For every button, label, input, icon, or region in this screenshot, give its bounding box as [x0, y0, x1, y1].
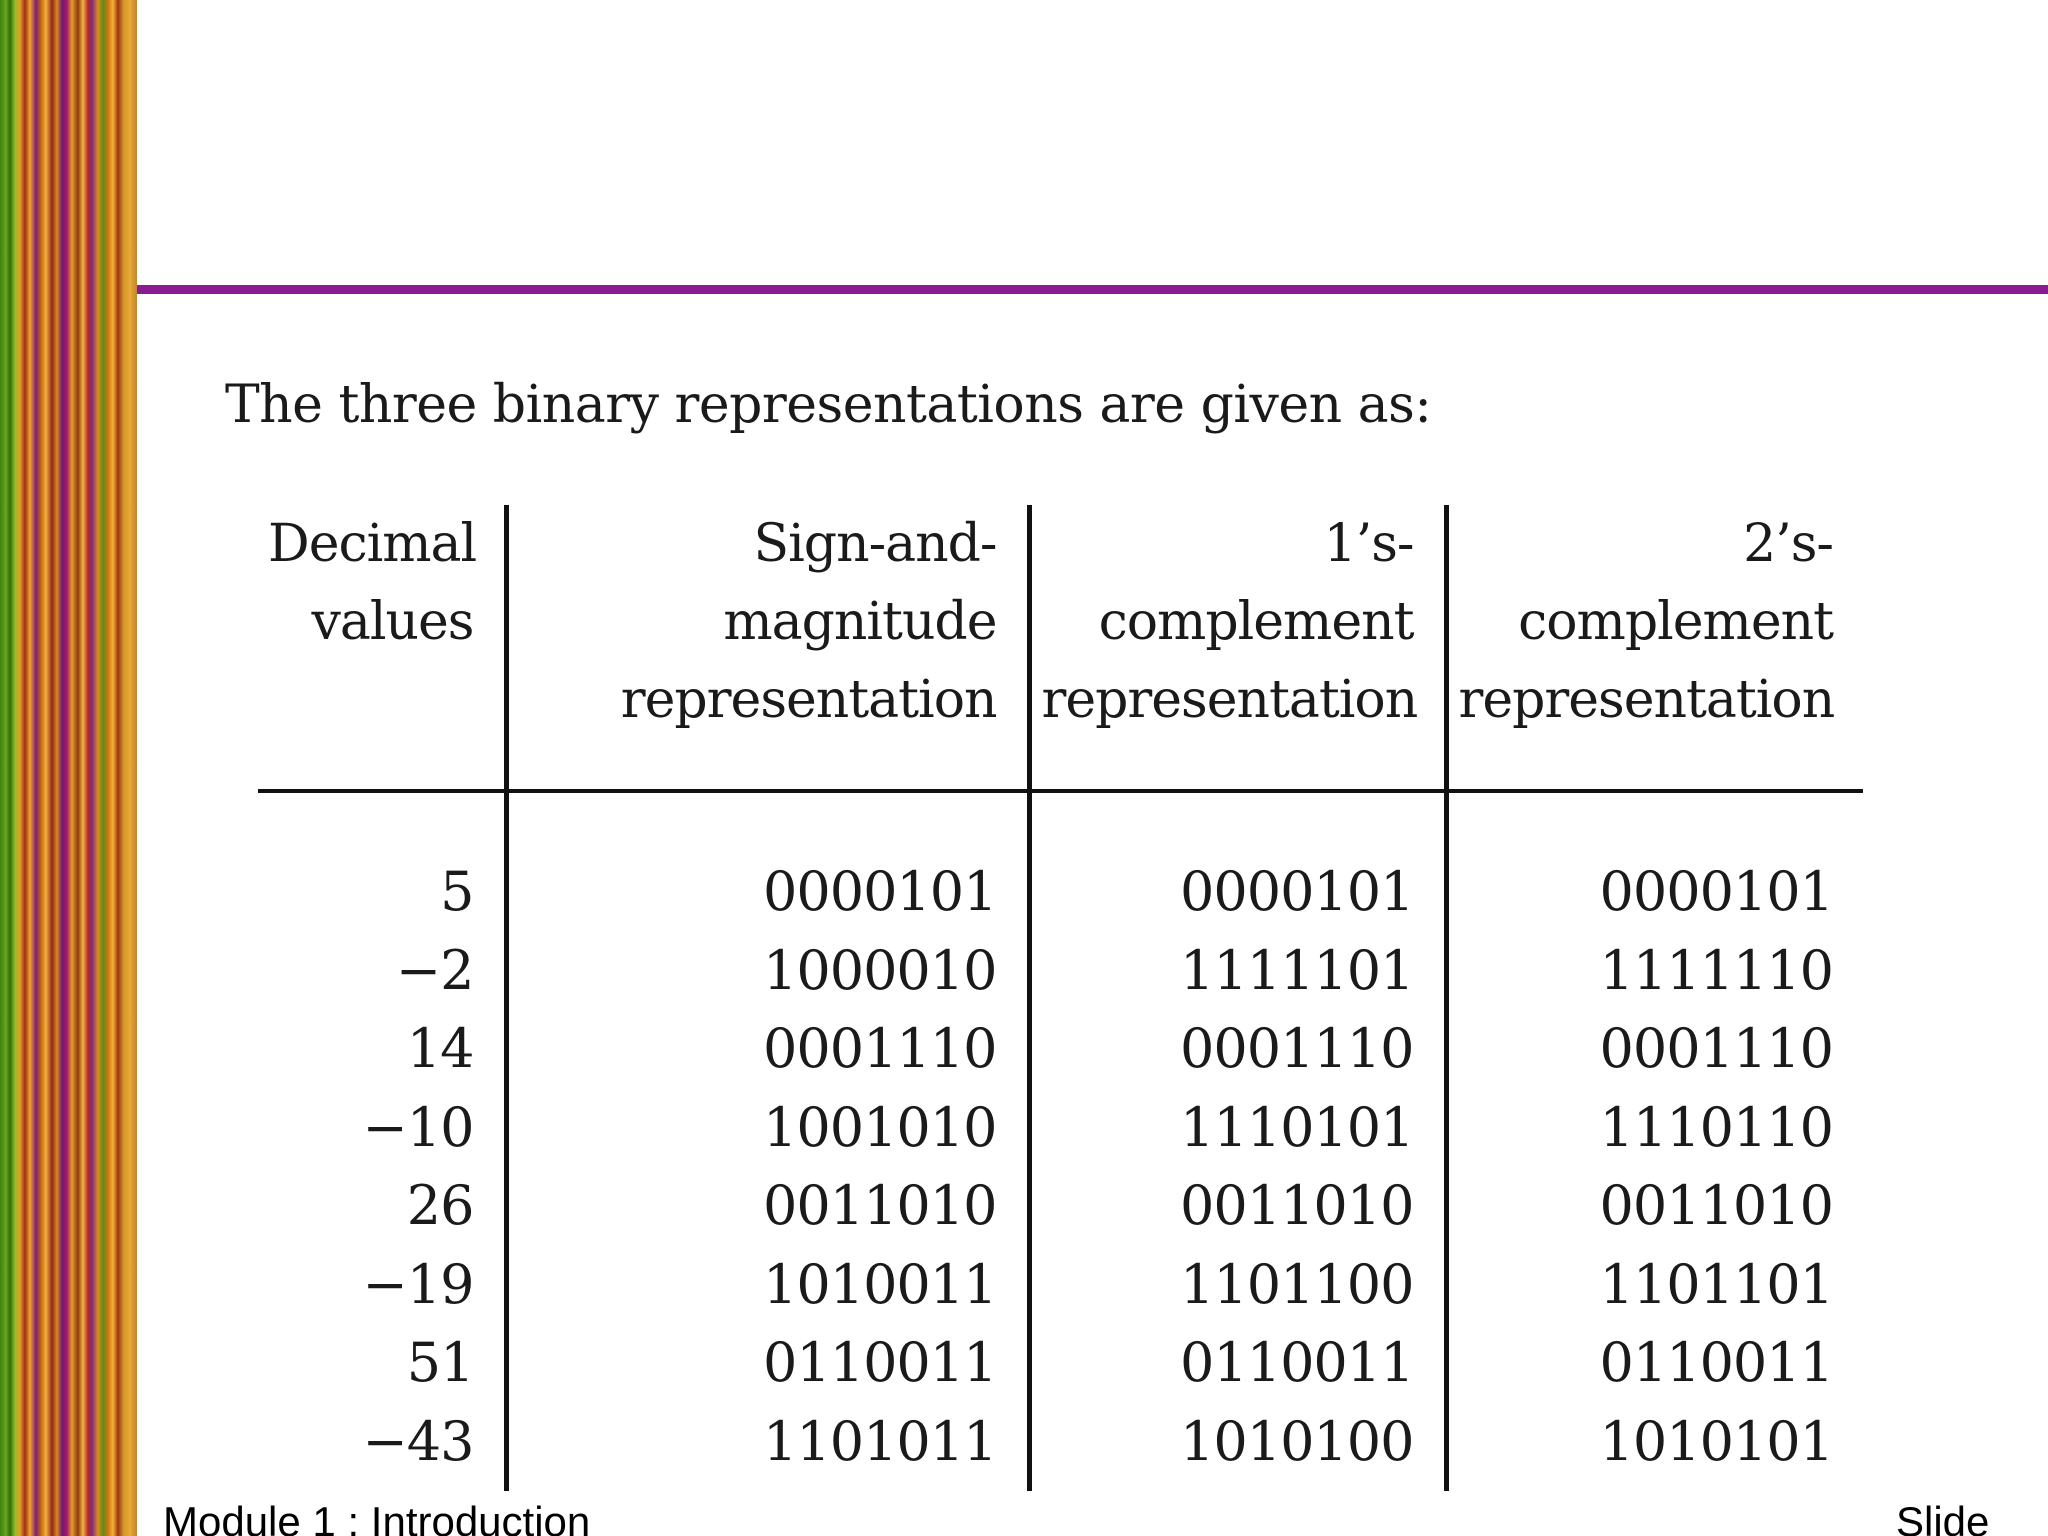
- twos-complement-cell: 1010101: [1446, 1403, 1863, 1492]
- sign-magnitude-cell: 1010011: [506, 1246, 1029, 1325]
- header-twos-complement: 2’s-complement representation: [1446, 505, 1863, 791]
- table-row: [258, 1010, 1863, 1089]
- title-divider-line: [137, 285, 2048, 294]
- footer-module-label: Module 1 : Introduction: [163, 1498, 591, 1536]
- ones-complement-cell: 1111101: [1029, 932, 1446, 1011]
- sign-magnitude-cell: 0000101: [506, 791, 1029, 932]
- decimal-value-cell: −19: [362, 1252, 474, 1316]
- ones-complement-cell: 1101100: [1029, 1246, 1446, 1325]
- twos-complement-cell: 1101101: [1446, 1246, 1863, 1325]
- sign-magnitude-cell: 0011010: [506, 1167, 1029, 1246]
- sign-magnitude-cell: 1001010: [506, 1089, 1029, 1168]
- table-row: [258, 1246, 1863, 1325]
- decimal-value-cell: 26: [406, 1174, 474, 1237]
- twos-complement-cell: 0011010: [1446, 1167, 1863, 1246]
- table-row: [258, 1403, 1863, 1492]
- decorative-stripe-border: [0, 0, 137, 1536]
- decimal-value-cell: 51: [406, 1331, 474, 1394]
- ones-complement-cell: 0000101: [1029, 791, 1446, 932]
- decimal-value-cell: −43: [362, 1409, 474, 1473]
- sign-magnitude-cell: 0110011: [506, 1324, 1029, 1403]
- binary-representation-table: [258, 505, 1863, 1491]
- header-decimal-values: Decimal values: [258, 505, 506, 791]
- twos-complement-cell: 0000101: [1446, 791, 1863, 932]
- header-ones-complement: 1’s-complement representation: [1029, 505, 1446, 791]
- table-header-row: [258, 505, 1863, 791]
- header-sign-magnitude: Sign-and-magnitude representation: [506, 505, 1029, 791]
- sign-magnitude-cell: 1101011: [506, 1403, 1029, 1492]
- intro-text: The three binary representations are given as:: [225, 375, 1432, 435]
- ones-complement-cell: 0001110: [1029, 1010, 1446, 1089]
- decimal-value-cell: −2: [395, 938, 474, 1002]
- twos-complement-cell: 1110110: [1446, 1089, 1863, 1168]
- sign-magnitude-cell: 0001110: [506, 1010, 1029, 1089]
- twos-complement-cell: 0001110: [1446, 1010, 1863, 1089]
- twos-complement-cell: 0110011: [1446, 1324, 1863, 1403]
- table-row: [258, 932, 1863, 1011]
- decimal-value-cell: −10: [362, 1095, 474, 1159]
- table-row: [258, 1324, 1863, 1403]
- representation-table-wrapper: [258, 505, 1863, 1491]
- table-row: [258, 1167, 1863, 1246]
- table-row: [258, 1089, 1863, 1168]
- table-row: [258, 791, 1863, 932]
- sign-magnitude-cell: 1000010: [506, 932, 1029, 1011]
- ones-complement-cell: 1110101: [1029, 1089, 1446, 1168]
- ones-complement-cell: 1010100: [1029, 1403, 1446, 1492]
- ones-complement-cell: 0110011: [1029, 1324, 1446, 1403]
- decimal-value-cell: 5: [440, 860, 474, 923]
- twos-complement-cell: 1111110: [1446, 932, 1863, 1011]
- decimal-value-cell: 14: [406, 1017, 474, 1080]
- footer-slide-label: Slide: [1896, 1498, 1990, 1536]
- ones-complement-cell: 0011010: [1029, 1167, 1446, 1246]
